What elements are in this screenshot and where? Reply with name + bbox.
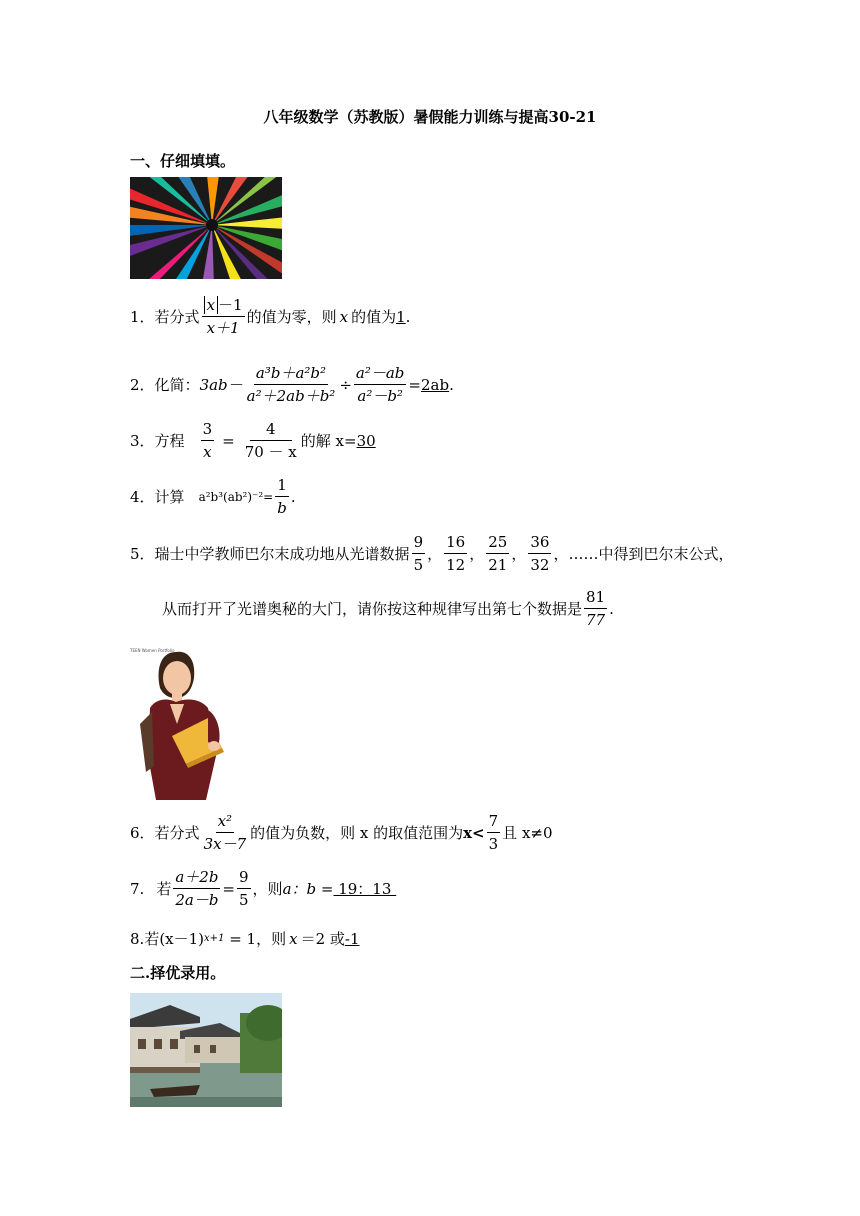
q6-answer-d: 3 xyxy=(488,835,499,853)
q7-ratio-d: 5 xyxy=(239,891,249,909)
q6-numerator: x² xyxy=(216,812,234,833)
q5-end: . xyxy=(609,599,614,618)
q1-fraction xyxy=(202,296,245,337)
q7-number: 7. xyxy=(130,879,145,898)
question-8 xyxy=(130,928,360,949)
q3-fraction-1 xyxy=(201,420,215,461)
q8-mid: = 1，则 xyxy=(224,930,287,948)
question-5-line-2 xyxy=(162,588,614,629)
q5-sep: ， xyxy=(469,545,485,563)
q5-post: ，……中得到巴尔末公式， xyxy=(553,545,734,563)
q3-equals: = xyxy=(222,431,235,450)
q4-numerator: 1 xyxy=(275,476,289,497)
q2-fraction-1 xyxy=(245,364,338,405)
q2-fraction-2 xyxy=(354,364,407,405)
q5-number: 5． xyxy=(130,545,155,563)
q6-post: 且 x≠0 xyxy=(502,824,553,842)
q2-answer: 2ab xyxy=(421,375,450,394)
q8-prefix: 若 xyxy=(144,930,160,948)
q1-post: 的值为 xyxy=(351,308,397,326)
q5-f3-d: 21 xyxy=(488,556,508,574)
q5-f1-d: 5 xyxy=(413,556,424,574)
q5-f4-d: 32 xyxy=(530,556,550,574)
q1-end: . xyxy=(405,307,411,326)
q3-f2-denominator: 70 － x xyxy=(244,443,297,461)
question-3 xyxy=(130,420,376,461)
q8-number: 8. xyxy=(130,929,145,948)
q5-f3-n: 25 xyxy=(486,533,509,554)
q5-f4-n: 36 xyxy=(528,533,551,554)
q7-numerator: a＋2b xyxy=(173,868,220,889)
q2-f2-denominator: a²－b² xyxy=(357,387,403,405)
q1-prefix: 若分式 xyxy=(154,308,200,326)
q5-f2-d: 12 xyxy=(446,556,466,574)
q5-f1-n: 9 xyxy=(412,533,426,554)
q7-fraction xyxy=(173,868,220,909)
q5-sep: ， xyxy=(427,545,443,563)
q4-expression: a²b³(ab²)⁻²= xyxy=(198,489,274,504)
page-title: 八年级数学（苏教版）暑假能力训练与提高30-21 xyxy=(263,108,597,126)
q3-answer: 30 xyxy=(356,431,376,450)
q6-denominator: 3x－7 xyxy=(203,835,247,853)
q8-var: x xyxy=(289,929,298,948)
q5-answer-d: 77 xyxy=(586,611,606,629)
q5-line2: 从而打开了光谱奥秘的大门，请你按这种规律写出第七个数据是 xyxy=(162,600,583,618)
colored-pencils-image xyxy=(130,177,282,279)
question-7 xyxy=(130,868,396,909)
q5-answer-fraction xyxy=(584,588,607,629)
q1-number: 1． xyxy=(130,308,155,326)
teacher-image xyxy=(130,646,242,800)
q5-fraction-2 xyxy=(444,533,467,574)
q7-equals: = xyxy=(222,879,235,898)
q6-answer-fraction xyxy=(487,812,501,853)
question-5 xyxy=(130,533,733,574)
q7-prefix: 若 xyxy=(156,880,172,898)
question-1 xyxy=(130,296,410,337)
q5-prefix: 瑞士中学教师巴尔末成功地从光谱数据 xyxy=(154,545,410,563)
q3-post: 的解 x= xyxy=(300,432,357,450)
q5-answer-n: 81 xyxy=(584,588,607,609)
q2-prefix: 化简： xyxy=(154,376,200,394)
q1-numerator-rest: －1 xyxy=(218,296,243,314)
question-2 xyxy=(130,364,454,405)
q1-answer: 1 xyxy=(396,307,406,326)
water-town-image xyxy=(130,993,282,1107)
q7-ratio-n: 9 xyxy=(237,868,251,889)
q1-numerator-var: x xyxy=(204,296,218,314)
q2-operator: ÷ xyxy=(339,375,352,394)
q7-ratio xyxy=(237,868,251,909)
q7-expression: a：b = xyxy=(282,880,334,898)
q5-f2-n: 16 xyxy=(444,533,467,554)
q8-answer: -1 xyxy=(344,929,360,948)
q4-prefix: 计算 xyxy=(154,488,185,506)
q3-f1-numerator: 3 xyxy=(201,420,215,441)
q4-denominator: b xyxy=(277,499,287,517)
section-heading-2: 二.择优录用。 xyxy=(130,964,226,982)
q5-fraction-1 xyxy=(412,533,426,574)
q1-denominator: x＋1 xyxy=(206,319,240,337)
q7-mid: ，则 xyxy=(252,880,283,898)
q4-fraction xyxy=(275,476,289,517)
q2-f1-denominator: a²＋2ab＋b² xyxy=(246,387,336,405)
q2-f2-numerator: a²－ab xyxy=(354,364,407,385)
q5-fraction-4 xyxy=(528,533,551,574)
q3-fraction-2 xyxy=(243,420,299,461)
q1-var: x xyxy=(339,307,349,326)
q5-fraction-3 xyxy=(486,533,509,574)
q7-denominator: 2a－b xyxy=(175,891,219,909)
q6-mid: 的值为负数，则 x 的取值范围为 xyxy=(250,824,464,842)
q3-f1-denominator: x xyxy=(203,443,212,461)
q8-expression: (x－1) xyxy=(159,930,205,948)
q6-number: 6． xyxy=(130,824,155,842)
q6-fraction xyxy=(202,812,249,853)
q3-prefix: 方程 xyxy=(154,432,185,450)
q2-f1-numerator: a³b＋a²b² xyxy=(254,364,328,385)
q8-exponent: x+1 xyxy=(204,933,225,944)
q6-answer-lt: x< xyxy=(463,823,485,842)
q3-f2-numerator: 4 xyxy=(250,420,292,441)
q2-equals: = xyxy=(408,375,421,394)
q6-answer-n: 7 xyxy=(487,812,501,833)
q1-mid: 的值为零，则 xyxy=(246,308,337,326)
q6-prefix: 若分式 xyxy=(154,824,200,842)
q2-lead: 3ab－ xyxy=(199,376,243,394)
q2-end: . xyxy=(449,375,454,394)
q8-equals: ＝2 或 xyxy=(300,930,345,948)
image-tag: TEEN Women Portfolio xyxy=(130,648,175,653)
section-heading-1: 一、仔细填填。 xyxy=(130,152,236,170)
q7-answer: 19：13 xyxy=(333,880,397,898)
q4-end: . xyxy=(290,487,296,506)
q3-number: 3． xyxy=(130,432,155,450)
q5-sep: ， xyxy=(511,545,527,563)
q2-number: 2． xyxy=(130,376,155,394)
question-4 xyxy=(130,476,296,517)
q4-number: 4． xyxy=(130,488,155,506)
question-6 xyxy=(130,812,553,853)
